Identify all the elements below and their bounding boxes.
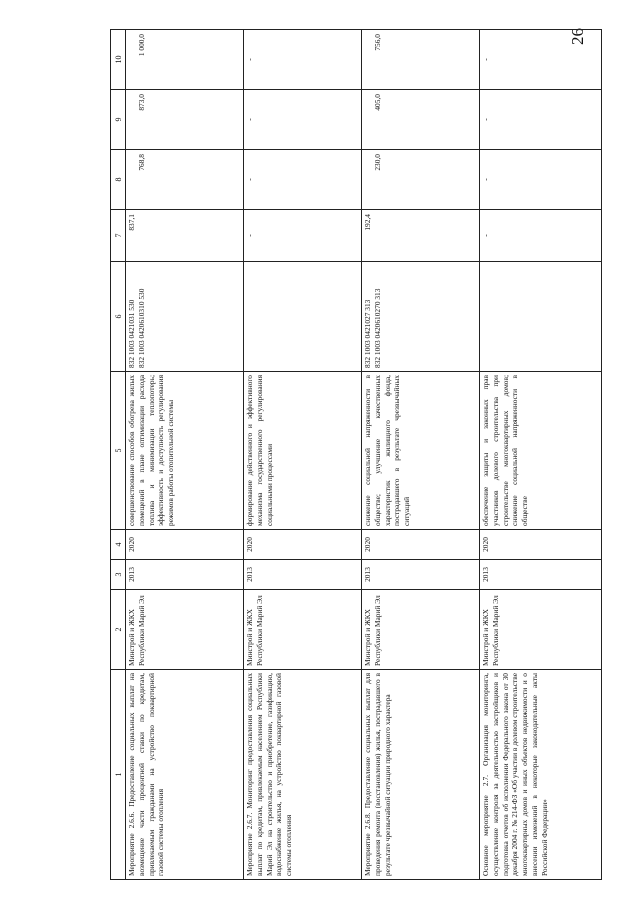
value-cell-col7: 192,4 bbox=[362, 210, 480, 262]
column-header: 7 bbox=[111, 210, 126, 262]
column-header: 4 bbox=[111, 530, 126, 560]
header-row bbox=[111, 30, 126, 880]
value-cell-col8: - bbox=[480, 150, 602, 210]
measure-name-cell: Основное мероприятие 2.7. Организация мониторинга, осуществление контроля за деятельностью застройщиков и подготовка отчетов об исполнении Федерального закона от 30 декабря 2004 г. № 214-ФЗ «Об участии в долевом строительстве многоквартирных домов и иных объектов недвижимости и о внесении изменений в некоторые законодательные акты Российской Федерации» bbox=[480, 670, 602, 880]
value: 230,0 bbox=[372, 154, 382, 171]
budget-code-cell bbox=[362, 262, 480, 372]
expected-result-cell: формирование действенного и эффективного механизма государственного регулирования социальными процессами bbox=[244, 372, 362, 530]
measure-name-cell: Мероприятие 2.6.7. Мониторинг предоставления социальных выплат по кредитам, привлекаемым населением Республики Марий Эл на строительство и приобретение, газификацию, водоснабжение жилья, на устройство поквартирной газовой системы отопления bbox=[244, 670, 362, 880]
budget-code: 832 1003 0420610270 313 bbox=[372, 288, 382, 368]
column-header: 1 bbox=[111, 670, 126, 880]
value-cell-col9: - bbox=[244, 90, 362, 150]
column-header: 6 bbox=[111, 262, 126, 372]
budget-code: 832 1003 0421027 313 bbox=[363, 299, 372, 368]
budget-code: 832 1003 0421031 530 bbox=[127, 299, 136, 368]
expected-result-cell: снижение социальной напряженности в обществе; улучшение качественных характеристик жилищного фонда, пострадавшего в результате чрезвычайных ситуаций bbox=[362, 372, 480, 530]
budget-code-cell bbox=[244, 262, 362, 372]
table-row bbox=[126, 30, 244, 880]
column-header: 2 bbox=[111, 590, 126, 670]
value-cell-col8: - bbox=[244, 150, 362, 210]
measure-name-cell: Мероприятие 2.6.8. Предоставление социальных выплат для проведения ремонта (восстановления) жилья, пострадавшего в результате чрезвычайной ситуации природного характера bbox=[362, 670, 480, 880]
value-cell-col9: - bbox=[480, 90, 602, 150]
start-year-cell: 2013 bbox=[362, 560, 480, 590]
value-cell-col9 bbox=[126, 90, 244, 150]
page-number: 26 bbox=[568, 28, 587, 45]
value-cell-col8 bbox=[362, 150, 480, 210]
value: 756,0 bbox=[372, 34, 382, 51]
end-year-cell: 2020 bbox=[126, 530, 244, 560]
value-cell-col10: - bbox=[480, 30, 602, 90]
value-cell-col10 bbox=[362, 30, 480, 90]
value-cell-col9 bbox=[362, 90, 480, 150]
expected-result-cell: обеспечение защиты и законных прав участников долевого строительства при строительстве многоквартирных домов; снижение социальной напряженности в обществе bbox=[480, 372, 602, 530]
budget-code-cell bbox=[480, 262, 602, 372]
column-header: 9 bbox=[111, 90, 126, 150]
executor-cell: Минстрой и ЖКХ Республики Марий Эл bbox=[126, 590, 244, 670]
column-header: 10 bbox=[111, 30, 126, 90]
budget-code-cell bbox=[126, 262, 244, 372]
value: 768,8 bbox=[136, 154, 146, 171]
column-header: 8 bbox=[111, 150, 126, 210]
rotated-table-container bbox=[110, 30, 600, 880]
value: 1 000,0 bbox=[136, 34, 146, 57]
end-year-cell: 2020 bbox=[480, 530, 602, 560]
value-cell-col7: 837,1 bbox=[126, 210, 244, 262]
executor-cell: Минстрой и ЖКХ Республики Марий Эл bbox=[480, 590, 602, 670]
value-cell-col7: - bbox=[480, 210, 602, 262]
value-cell-col10: - bbox=[244, 30, 362, 90]
value-cell-col7: - bbox=[244, 210, 362, 262]
column-header: 3 bbox=[111, 560, 126, 590]
value-cell-col10 bbox=[126, 30, 244, 90]
executor-cell: Минстрой и ЖКХ Республики Марий Эл bbox=[362, 590, 480, 670]
measure-name-cell: Мероприятие 2.6.6. Предоставление социальных выплат на возмещение части процентной ставки по кредитам, привлекаемым гражданами на устройство поквартирной газовой системы отопления bbox=[126, 670, 244, 880]
end-year-cell: 2020 bbox=[362, 530, 480, 560]
table-row bbox=[480, 30, 602, 880]
start-year-cell: 2013 bbox=[480, 560, 602, 590]
table-row bbox=[362, 30, 480, 880]
executor-cell: Минстрой и ЖКХ Республики Марий Эл bbox=[244, 590, 362, 670]
value-cell-col8 bbox=[126, 150, 244, 210]
value: 405,0 bbox=[372, 94, 382, 111]
value: 873,0 bbox=[136, 94, 146, 111]
column-header: 5 bbox=[111, 372, 126, 530]
program-measures-table bbox=[110, 29, 602, 880]
budget-code: 832 1003 0420610310 530 bbox=[136, 288, 146, 368]
expected-result-cell: совершенствование способов обогрева жилых помещений в плане оптимизации расхода топлива и минимизации теплопотерь; эффективность и доступность регулирования режимов работы отопительной системы bbox=[126, 372, 244, 530]
start-year-cell: 2013 bbox=[126, 560, 244, 590]
table-row bbox=[244, 30, 362, 880]
end-year-cell: 2020 bbox=[244, 530, 362, 560]
start-year-cell: 2013 bbox=[244, 560, 362, 590]
